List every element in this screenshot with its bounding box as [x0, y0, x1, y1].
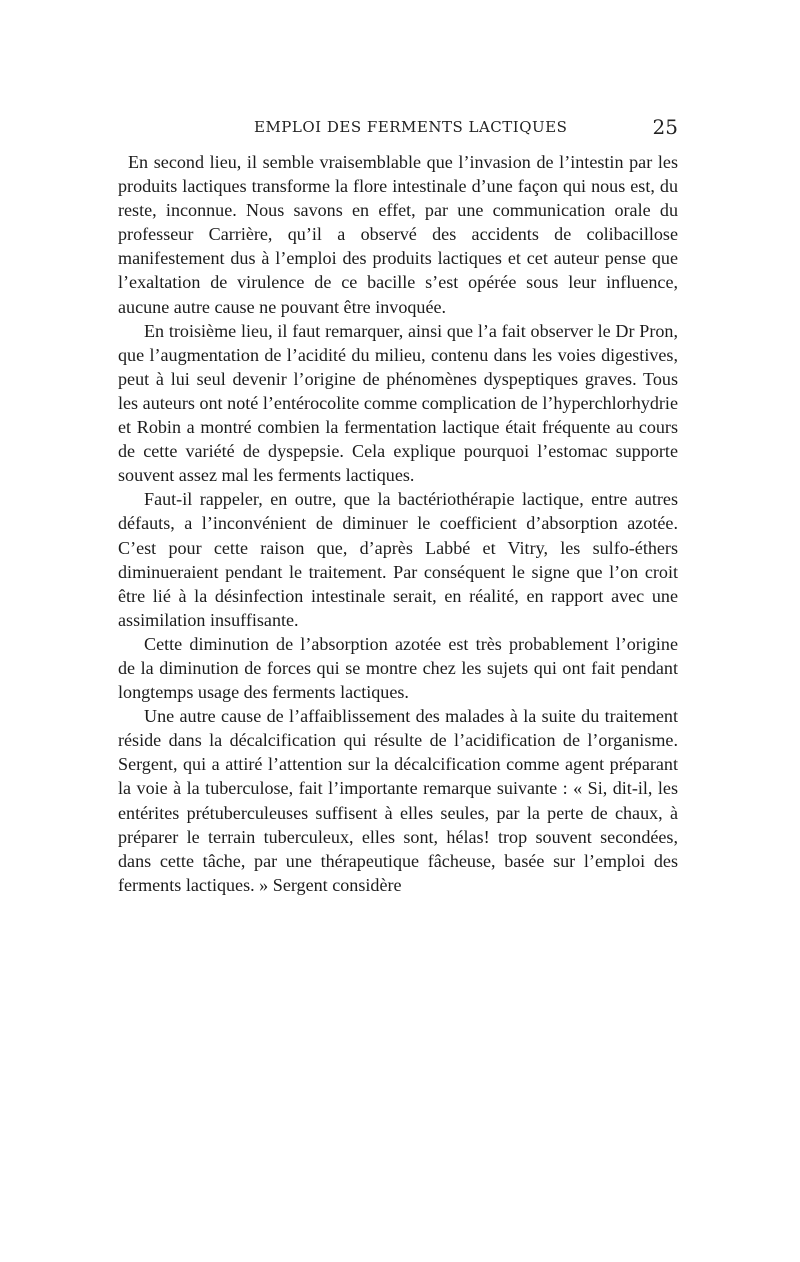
paragraph-decalcification: Une autre cause de l’affaiblissement des malades à la suite du traitement réside dans la décalcification qui résulte de l’acidification de l’organisme. Sergent, qui a attiré l’attention sur la décalcification comme agent préparant la voie à la tuberculose, fait l’importante remarque suivante : « Si, dit-il, les entérites prétuberculeuses suffisent à elles seules, par la perte de chaux, à préparer le terrain tuberculeux, elles sont, hélas! trop souvent secondées, dans cette tâche, par une thérapeutique fâcheuse, basée sur l’emploi des ferments lactiques. » Sergent considère — [118, 706, 678, 895]
paragraph-diminution-forces: Cette diminution de l’absorption azotée est très probablement l’origine de la diminution de forces qui se montre chez les sujets qui ont fait pendant longtemps usage des ferments lactiques. — [118, 633, 678, 703]
paragraph-third-cause: En troisième lieu, il faut remarquer, ainsi que l’a fait observer le Dr Pron, que l’augmentation de l’acidité du milieu, contenu dans les voies digestives, peut à lui seul devenir l’origine de phénomènes dyspeptiques graves. Tous les auteurs ont noté l’entérocolite comme complication de l’hyperchlorhydrie et Robin a montré combien la fermentation lactique était fréquente au cours de cette variété de dyspepsie. Cela explique pourquoi l’estomac supporte souvent assez mal les ferments lactiques. — [118, 320, 678, 486]
paragraph-azote-absorption: Faut-il rappeler, en outre, que la bactériothérapie lactique, entre autres défauts, a l’inconvénient de diminuer le coefficient d’absorption azotée. C’est pour cette raison que, d’après Labbé et Vitry, les sulfo-éthers diminueraient pendant le traitement. Par conséquent le signe que l’on croit être lié à la désinfection intestinale serait, en réalité, en rapport avec une assimilation insuffisante. — [118, 489, 678, 630]
page-number: 25 — [652, 115, 678, 139]
body-text — [118, 150, 678, 897]
page-header — [118, 115, 678, 142]
running-title: EMPLOI DES FERMENTS LACTIQUES — [254, 118, 568, 136]
paragraph-second-cause: En second lieu, il semble vraisemblable que l’invasion de l’intestin par les produits lactiques transforme la flore intestinale d’une façon qui nous est, du reste, inconnue. Nous savons en effet, par une communication orale du professeur Carrière, qu’il a observé des accidents de colibacillose manifestement dus à l’emploi des produits lactiques et cet auteur pense que l’exaltation de virulence de ce bacille s’est opérée sous leur influence, aucune autre cause ne pouvant être invoquée. — [118, 152, 678, 317]
